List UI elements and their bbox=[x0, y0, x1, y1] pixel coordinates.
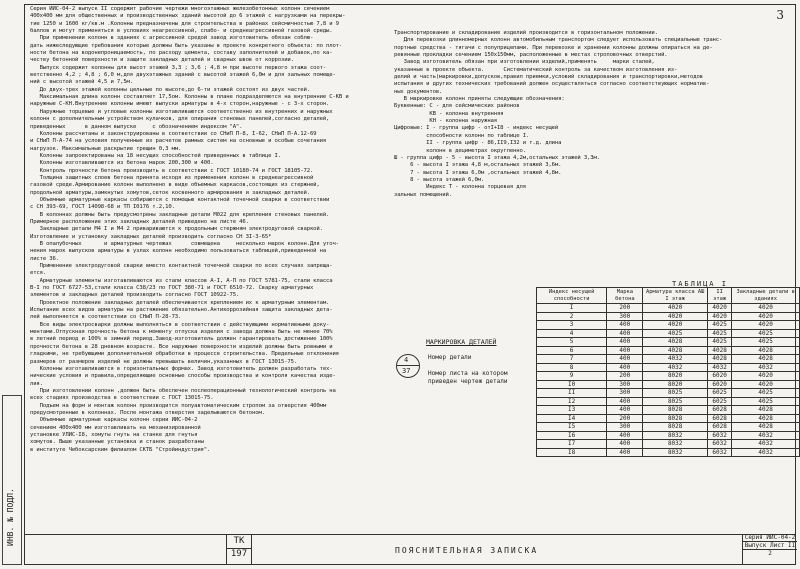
table-cell: 6028 bbox=[707, 423, 731, 432]
table-cell: 4 bbox=[537, 329, 607, 338]
right-column-line: 6 - высота I этажа 4,8 м,остальных этажей 3,6м. bbox=[394, 162, 562, 169]
table-cell: 300 bbox=[607, 312, 643, 321]
left-column-line: гладкими, не требующими дополнительной обработки в процессе строительства. Предельные отклонения bbox=[30, 351, 339, 358]
right-column-line: КН - колонна наружная bbox=[394, 118, 497, 125]
table-cell: 4032 bbox=[643, 355, 707, 364]
table-cell: 7 bbox=[537, 355, 607, 364]
table-cell: 9 bbox=[537, 372, 607, 381]
right-column-line: Буквенные: С - для сейсмических районов bbox=[394, 103, 520, 110]
table-row bbox=[537, 389, 800, 398]
right-column-line: Ш - группа цифр - 5 - высота I этажа 4,2м,остальных этажей 3,3м. bbox=[394, 154, 600, 161]
left-column-line: Серия ИИС-04-2 выпуск II содержит рабочие чертежи многоэтажных железобетонных колонн сечением bbox=[30, 6, 330, 12]
marking-label-2: Номер листа на котором bbox=[428, 370, 508, 377]
stamp-code: 197 bbox=[230, 549, 248, 559]
left-column-line: ности бетона на водонепроницаемость, по расходу цемента, составу заполнителей и добавок,по ка- bbox=[30, 50, 333, 57]
marking-label-3: приведен чертеж детали bbox=[428, 378, 508, 385]
right-column-line: Индекс Т - колонна торцевая для bbox=[394, 184, 526, 191]
table-cell: 200 bbox=[607, 414, 643, 423]
table-cell: I5 bbox=[537, 423, 607, 432]
table-cell: 4032 bbox=[732, 363, 800, 372]
left-column-line: Колонны изготавливаются в горизонтальных формах. Завод изготовитель должен разработать тех- bbox=[30, 365, 333, 372]
marking-num-top: 4 bbox=[404, 356, 409, 364]
left-column-line: нения марок выпусков арматуры в узлах колонн необходимо пользоваться таблицей,приведенной на bbox=[30, 248, 327, 255]
left-column-line: в институте Чебоксарским филиалом СКТБ "Стройиндустрия". bbox=[30, 446, 211, 453]
left-column-line: Арматурные элементы изготавливаются из стали классов А-I, А-П по ГОСТ 5781-75, стали класса bbox=[30, 277, 333, 284]
table-cell: 4028 bbox=[732, 414, 800, 423]
capacity-table bbox=[536, 287, 800, 457]
table-row bbox=[537, 448, 800, 457]
right-column-line: Цифровые: I - группа цифр - отI+I8 - индекс несущей bbox=[394, 125, 559, 132]
table-cell: 400 bbox=[607, 338, 643, 347]
table-cell: I8 bbox=[537, 448, 607, 457]
table-cell: 4032 bbox=[732, 431, 800, 440]
table-cell: 3 bbox=[537, 321, 607, 330]
table-cell: 400 bbox=[607, 406, 643, 415]
table-cell: 8025 bbox=[643, 397, 707, 406]
table-cell: 4028 bbox=[643, 346, 707, 355]
left-column-line: и СНиП П-А-74 на условия полученные из расчетов рамных систем на основные и особые сочетания bbox=[30, 138, 327, 145]
table-cell: 4032 bbox=[643, 363, 707, 372]
left-column-line: ветственно 4,2 ; 4,8 ; 6,0 м,для двухэтажных зданий с высотой этажей 6,0м и для зальных помеще- bbox=[30, 72, 336, 79]
table-cell: 4028 bbox=[732, 406, 800, 415]
right-column-line: ревянные прокладки сечением 150х150мм, расположенные в местах строповочных отверстий. bbox=[394, 52, 668, 59]
left-column-line: листе 36. bbox=[30, 255, 59, 262]
table-row bbox=[537, 406, 800, 415]
left-column-line: колонн с дополнительным устройством кулачков, для опирания стеновых панелей,согласно деталей, bbox=[30, 116, 330, 123]
left-column-line: Испытание всех видов арматуры на растяжение обязательно.Антикоррозийная защита закладных дета- bbox=[30, 307, 333, 314]
left-column-line: В-I по ГОСТ 6727-53,стали класса С38/23 по ГОСТ 380-71 и ГОСТ 6510-72. Сварку арматурных bbox=[30, 285, 314, 292]
table-cell: 6 bbox=[537, 346, 607, 355]
table-cell: 4025 bbox=[707, 321, 731, 330]
right-column-line: 7 - высота I этажа 6,0м ,остальных этажей 4,8м. bbox=[394, 169, 562, 176]
right-column-line: зальных помещений. bbox=[394, 191, 452, 198]
left-column-line: лей выполняется в соответствии со СНиП П-28-73. bbox=[30, 314, 182, 321]
table-cell: 6025 bbox=[707, 389, 731, 398]
side-label: ИНВ. № ПОДЛ. bbox=[6, 488, 15, 546]
table-cell: I3 bbox=[537, 406, 607, 415]
right-column-line: делий и часть(маркировки,допусков,правил приемки,условий складирования и транспортировки,методов bbox=[394, 74, 703, 81]
left-column-line: прочности бетона в 28 дневном возрасте. Все наружные поверхности изделий должны быть ровными и bbox=[30, 343, 333, 350]
left-column-line: размеров от размеров изделий не должны превышать величин,указанных в ГОСТ 13015-75. bbox=[30, 358, 298, 365]
left-column-line: Подъем на форм и монтаж колонн производится полуавтоматическим стропом за отверстия 400мм bbox=[30, 402, 327, 409]
table-cell: 4020 bbox=[707, 312, 731, 321]
table-cell: I6 bbox=[537, 431, 607, 440]
table-cell: 4025 bbox=[732, 389, 800, 398]
explanatory-text-left bbox=[30, 6, 382, 454]
table-cell: 400 bbox=[607, 363, 643, 372]
table-cell: 4028 bbox=[732, 423, 800, 432]
table-cell: 6028 bbox=[707, 406, 731, 415]
table-cell: 6028 bbox=[707, 414, 731, 423]
sheet-number: 2 bbox=[768, 550, 772, 557]
table-cell: 4028 bbox=[732, 355, 800, 364]
table-cell: 8028 bbox=[643, 414, 707, 423]
table-cell: 4020 bbox=[732, 372, 800, 381]
left-column-line: В колоннах должны быть предусмотрены закладные детали М022 для крепления стеновых панелей. bbox=[30, 211, 330, 218]
table-cell: 400 bbox=[607, 431, 643, 440]
table-cell: 400 bbox=[607, 448, 643, 457]
left-column-line: ний с высотой этажей 4,5 и 7,5м. bbox=[30, 79, 133, 86]
right-column-line: В маркировке колонн приняты следующие обозначения: bbox=[394, 96, 565, 103]
table-cell: 200 bbox=[607, 304, 643, 313]
table-header-cell: Арматура класса АШ I этаж bbox=[643, 288, 707, 304]
left-column-line: баллов и могут применяться в условиях неагрессивной, слабо- и среднеагрессивной газовой среды. bbox=[30, 28, 333, 35]
left-column-line: в летний период и 100% в зимний период.Завод-изготовитель должен гарантировать достижение 100% bbox=[30, 336, 333, 343]
table-cell: 6025 bbox=[707, 397, 731, 406]
right-column-line: II - группа цифр - 86,II9,I32 и т.д. длина bbox=[394, 140, 562, 147]
table-cell: 8032 bbox=[643, 448, 707, 457]
right-column-line: Завод изготовитель обязан при изготовлении изделий,применять марки сталей, bbox=[394, 59, 655, 66]
table-cell: 4032 bbox=[707, 363, 731, 372]
series-box bbox=[742, 534, 797, 565]
table-cell: 400 bbox=[607, 440, 643, 449]
table-cell: 8028 bbox=[643, 423, 707, 432]
right-column-line: Транспортирование и складирование изделий производится в горизонтальном положении. bbox=[394, 30, 658, 36]
table-cell: 4025 bbox=[732, 338, 800, 347]
table-header-cell: Закладные детали в зданиях bbox=[732, 288, 800, 304]
left-column-line: нические условия и правила,определяющие основные способы производства и контроля качества изде- bbox=[30, 373, 336, 380]
table-cell: 4028 bbox=[643, 338, 707, 347]
table-cell: 6020 bbox=[707, 372, 731, 381]
side-stamp bbox=[2, 395, 22, 565]
left-column-line: всех стадиях производства в соответствии с ГОСТ 13015-75. bbox=[30, 395, 214, 402]
table-header-row bbox=[537, 288, 800, 304]
marking-legend bbox=[396, 330, 526, 440]
table-cell: 4020 bbox=[643, 304, 707, 313]
left-column-line: хомутов. Выше указанные установка и станок разработаны bbox=[30, 439, 204, 446]
table-cell: 300 bbox=[607, 389, 643, 398]
table-cell: 5 bbox=[537, 338, 607, 347]
table-cell: 6032 bbox=[707, 448, 731, 457]
table-row bbox=[537, 372, 800, 381]
table-row bbox=[537, 380, 800, 389]
table-header-cell: Марка бетона bbox=[607, 288, 643, 304]
table-row bbox=[537, 338, 800, 347]
left-column-line: Изготовление и установку закладных деталей производить согласно СН 3I-3-65* bbox=[30, 233, 272, 240]
left-column-line: Контроль прочности бетона производить в соответствии с ГОСТ 10180-74 и ГОСТ 18105-72. bbox=[30, 167, 314, 174]
stamp-tk: ТК bbox=[227, 534, 251, 549]
table-cell: 400 bbox=[607, 346, 643, 355]
explanatory-text-right bbox=[394, 30, 790, 199]
table-cell: 4020 bbox=[643, 321, 707, 330]
stamp-box bbox=[226, 534, 252, 565]
table-cell: I bbox=[537, 304, 607, 313]
table-cell: 4028 bbox=[707, 346, 731, 355]
left-column-line: сечением 400х400 мм изготавливать на механизированной bbox=[30, 424, 201, 431]
table-cell: 4032 bbox=[732, 440, 800, 449]
table-cell: 4025 bbox=[732, 329, 800, 338]
table-cell: 300 bbox=[607, 380, 643, 389]
table-cell: 4020 bbox=[732, 312, 800, 321]
left-column-line: нагрузок. Максимальные раскрытие трещин 0,3 мм. bbox=[30, 145, 182, 152]
document-title: ПОЯСНИТЕЛЬНАЯ ЗАПИСКА bbox=[395, 546, 539, 555]
table-row bbox=[537, 431, 800, 440]
left-column-line: До двух-трех этажей колонны цельные по высоте,до 6-ти этажей состоят из двух частей. bbox=[30, 86, 310, 93]
table-cell: 4020 bbox=[732, 304, 800, 313]
left-column-line: предусмотренные в колоннах. После монтажа отверстия заделываются бетоном. bbox=[30, 409, 265, 416]
marking-circle bbox=[396, 354, 420, 378]
left-column-line: Колонны изготавливаются из бетона марок 200,300 и 400. bbox=[30, 160, 214, 167]
table-cell: I0 bbox=[537, 380, 607, 389]
table-row bbox=[537, 440, 800, 449]
right-column-line: способности колонн по таблице I. bbox=[394, 132, 530, 139]
table-row bbox=[537, 329, 800, 338]
left-column-line: Объемные арматурные каркасы колонн серии ИИС-04-2 bbox=[30, 417, 198, 424]
table-cell: I2 bbox=[537, 397, 607, 406]
left-column-line: При применении колонн в зданиях с агрессивной средой завод изготовитель обязан соблю- bbox=[30, 35, 314, 42]
table-cell: 8020 bbox=[643, 372, 707, 381]
series-label: Серия ИИС-04-2 bbox=[744, 534, 796, 541]
left-column-line: Выпуск содержит колонны для высот этажей 3,3 ; 3,6 ; 4,8 м при высоте первого этажа соот- bbox=[30, 64, 327, 71]
table-cell: 4025 bbox=[707, 329, 731, 338]
table-cell: 4025 bbox=[707, 338, 731, 347]
table-row bbox=[537, 355, 800, 364]
table-row bbox=[537, 363, 800, 372]
table-cell: 6032 bbox=[707, 431, 731, 440]
issue-label: Выпуск Лист II bbox=[744, 542, 796, 549]
table-cell: 8028 bbox=[643, 406, 707, 415]
left-column-line: с СН 393-69, ГОСТ 14098-68 и ТП I0176 т.2,10. bbox=[30, 204, 175, 211]
table-cell: 4028 bbox=[732, 346, 800, 355]
table-cell: 300 bbox=[607, 423, 643, 432]
table-cell: 8032 bbox=[643, 431, 707, 440]
right-column-line: КВ - колонна внутренняя bbox=[394, 110, 504, 117]
table-cell: 4025 bbox=[643, 329, 707, 338]
table-row bbox=[537, 397, 800, 406]
marking-title: МАРКИРОВКА ДЕТАЛЕЙ bbox=[426, 338, 497, 346]
left-column-line: тие 1250 и 1600 кг/кв.м .Колонны предназначены для строительства в районах сейсмичностью 7,8 и 9 bbox=[30, 20, 339, 27]
table-cell: 6020 bbox=[707, 380, 731, 389]
left-column-line: честву бетонной поверхности и защите закладных деталей и сварных швов от коррозии. bbox=[30, 57, 294, 64]
marking-num-bottom: 37 bbox=[402, 367, 411, 375]
left-column-line: ется. bbox=[30, 270, 47, 277]
left-column-line: Максимальная длина колонн составляет 17,5ом. Колонны в плане подразделяются на внутренние С-КВ и bbox=[30, 94, 349, 101]
table-cell: 4020 bbox=[732, 321, 800, 330]
table-cell: 400 bbox=[607, 321, 643, 330]
table-row bbox=[537, 321, 800, 330]
left-column-line: Закладные детали М4 I и М4 2 привариваются к продольным стержням электродуговой сваркой. bbox=[30, 226, 323, 233]
table-cell: 6032 bbox=[707, 440, 731, 449]
right-column-line: портные средства - тягачи с полуприцепами. При перевозке и хранении колонны должны опираться на де- bbox=[394, 44, 713, 51]
table-cell: I7 bbox=[537, 440, 607, 449]
left-column-line: Примерное расположение этих закладных деталей приведено на листе 46. bbox=[30, 218, 249, 225]
left-column-line: приведенных в данном выпуске с обозначением индексом "А". bbox=[30, 123, 243, 130]
left-column-line: 400х400 мм для общественных и производственных зданий высотой до 6 этажей с нагрузками на перекры- bbox=[30, 13, 346, 20]
left-column-line: элементов и закладных деталей производить согласно ГОСТ 10922-75. bbox=[30, 292, 240, 299]
marking-label-1: Номер детали bbox=[428, 354, 472, 361]
table-cell: 4032 bbox=[732, 448, 800, 457]
table-cell: 4020 bbox=[643, 312, 707, 321]
left-column-line: Все виды электросварки должны выполняться в соответствии с действующими нормативными доку- bbox=[30, 321, 330, 328]
left-column-line: При изготовлении колонн ,должен быть обеспечен послеоперационный технологический контроль на bbox=[30, 387, 336, 394]
left-column-line: продольной арматуры,замкнутых хомутов,сеток косвенного армирования и закладных деталей. bbox=[30, 189, 310, 196]
table-cell: 4028 bbox=[707, 355, 731, 364]
left-column-line: Колонны запроектированы на 18 несущих способностей приведенных в таблице I. bbox=[30, 152, 281, 159]
right-column-line: указанные в проекте объекта. Систематический контроль за качеством изготовления из- bbox=[394, 66, 678, 73]
table-row bbox=[537, 414, 800, 423]
table-title: ТАБЛИЦА I bbox=[672, 280, 728, 288]
table-cell: 8020 bbox=[643, 380, 707, 389]
table-row bbox=[537, 346, 800, 355]
left-column-line: Колонны рассчитаны и законструированы в соответствии со СНиП П-8, I-62, СНиП П-А.12-69 bbox=[30, 130, 317, 137]
table-header-cell: Индекс несущей способности bbox=[537, 288, 607, 304]
left-column-line: наружные С-КН.Внутренние колонны имеют выпуски арматуры в 4-х сторон,наружные - с 3-х сторон. bbox=[30, 101, 330, 108]
right-column-line: Для перевозки длинномерных колонн автомобильным транспортом следует использовать специальные транс- bbox=[394, 37, 723, 44]
left-column-line: В опалубочных и арматурных чертежах совмещена несколько марок колонн.Для уточ- bbox=[30, 241, 339, 247]
table-row bbox=[537, 312, 800, 321]
left-column-line: установке УЛИС-I8, хомуты гнуть на станке для гнутья bbox=[30, 431, 198, 438]
left-column-line: Применение электродуговой сварки вместо контактной точечной сварки по всех случаях запреща- bbox=[30, 263, 333, 270]
right-column-line: ных документов. bbox=[394, 88, 443, 95]
left-column-line: Наружные торцевые и угловые колонны изготавливаются соответственно из внутренних и наружных bbox=[30, 108, 333, 115]
table-cell: 8025 bbox=[643, 389, 707, 398]
right-column-line: колонн в дециметрах округленно. bbox=[394, 147, 526, 154]
table-cell: 4020 bbox=[732, 380, 800, 389]
table-cell: 400 bbox=[607, 397, 643, 406]
left-column-line: лия. bbox=[30, 380, 43, 387]
table-cell: I4 bbox=[537, 414, 607, 423]
table-body bbox=[537, 304, 800, 457]
table-header-cell: II этаж bbox=[707, 288, 731, 304]
table-cell: 400 bbox=[607, 355, 643, 364]
right-column-line: 8 - высота этажей 6,0м. bbox=[394, 176, 485, 183]
left-column-line: газовой среде.Армирование колонн выполнено в виде объемных каркасов,состоящих из стержней, bbox=[30, 182, 320, 189]
table-cell: 4025 bbox=[732, 397, 800, 406]
table-cell: 2 bbox=[537, 312, 607, 321]
table-row bbox=[537, 304, 800, 313]
left-column-line: ментами.Отпускная прочность бетона к моменту отпуска изделия с завода должна быть не менее 70% bbox=[30, 329, 333, 336]
left-column-line: Проектное положение закладных деталей обеспечивается креплением их к арматурным элементам. bbox=[30, 299, 330, 306]
left-column-line: дать нижеследующие требования которые должны быть указаны в проекте конкретного объекта: по плот- bbox=[30, 42, 343, 49]
table-cell: 8032 bbox=[643, 440, 707, 449]
page-number: 3 bbox=[776, 8, 784, 22]
table-cell: 8 bbox=[537, 363, 607, 372]
table-cell: 200 bbox=[607, 372, 643, 381]
table-row bbox=[537, 423, 800, 432]
right-column-line: испытания и других технических требований должен осуществляться согласно соответствующих норматив- bbox=[394, 81, 710, 88]
table-cell: 400 bbox=[607, 329, 643, 338]
table-cell: 4020 bbox=[707, 304, 731, 313]
left-column-line: Толщина защитных слоев бетона принята исходя из применения колонн в среднеагрессивной bbox=[30, 174, 314, 181]
left-column-line: Объемные арматурные каркасы собираются с помощью контактной точечной сварки в соответствии bbox=[30, 196, 330, 203]
table-cell: II bbox=[537, 389, 607, 398]
